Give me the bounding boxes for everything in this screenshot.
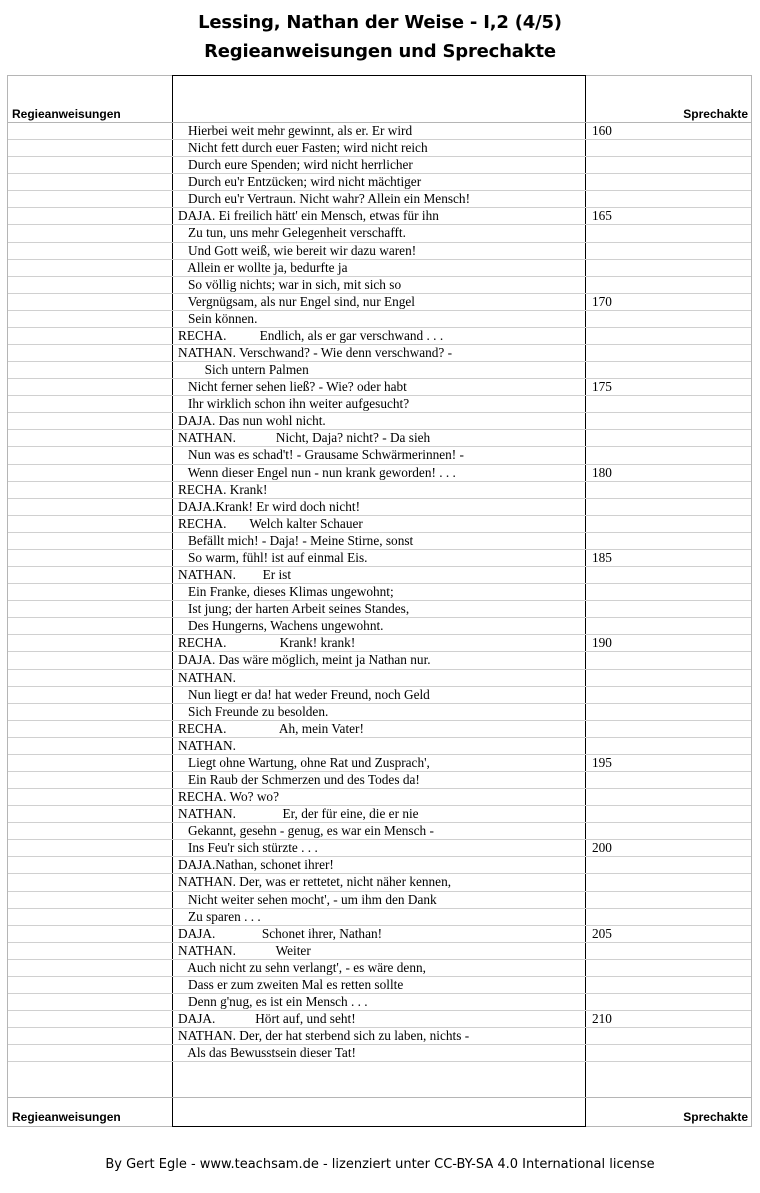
text-row (8, 328, 751, 345)
line-text: Nun liegt er da! hat weder Freund, noch Geld (178, 686, 430, 702)
text-row (8, 447, 751, 464)
text-row (8, 413, 751, 430)
text-row (8, 191, 751, 208)
text-row (8, 345, 751, 362)
text-row (8, 926, 751, 943)
line-text: Sich untern Palmen (178, 362, 309, 378)
line-text: RECHA. Ah, mein Vater! (178, 720, 364, 736)
text-row (8, 994, 751, 1011)
text-row (8, 977, 751, 994)
text-row (8, 277, 751, 294)
line-text: Liegt ohne Wartung, ohne Rat und Zusprach', (178, 754, 430, 770)
text-row (8, 874, 751, 891)
line-text: NATHAN. Der, was er rettetet, nicht näher kennen, (178, 874, 452, 890)
page-subtitle: Regieanweisungen und Sprechakte (204, 41, 556, 62)
text-row (8, 499, 751, 516)
line-text: NATHAN. Er, der für eine, die er nie (178, 806, 419, 822)
text-row (8, 840, 751, 857)
line-text: Befällt mich! - Daja! - Meine Stirne, sonst (178, 532, 414, 548)
line-text: NATHAN. Verschwand? - Wie denn verschwand? - (178, 345, 453, 361)
text-row (8, 857, 751, 874)
line-text: DAJA. Das wäre möglich, meint ja Nathan nur. (178, 652, 431, 668)
text-row (8, 618, 751, 635)
text-row (8, 670, 751, 687)
text-row (8, 550, 751, 567)
line-text: DAJA.Krank! Er wird doch nicht! (178, 498, 361, 514)
line-text: NATHAN. Er ist (178, 567, 292, 583)
line-text: Ist jung; der harten Arbeit seines Standes, (178, 601, 410, 617)
line-text: Sein können. (178, 310, 258, 326)
line-text: RECHA. Welch kalter Schauer (178, 515, 363, 531)
text-row (8, 687, 751, 704)
text-row (8, 311, 751, 328)
footer-regieanweisungen: Regieanweisungen (12, 1110, 121, 1124)
line-text: Nun was es schad't! - Grausame Schwärmerinnen! - (178, 447, 464, 463)
text-row (8, 379, 751, 396)
text-row (8, 516, 751, 533)
line-text: Sich Freunde zu besolden. (178, 703, 329, 719)
line-text: Auch nicht zu sehn verlangt', - es wäre denn, (178, 959, 426, 975)
line-text: Ins Feu'r sich stürzte . . . (178, 840, 318, 856)
text-row (8, 772, 751, 789)
text-row (8, 396, 751, 413)
text-row (8, 123, 751, 140)
line-number: 205 (592, 925, 612, 941)
line-text: Nicht weiter sehen mocht', - um ihm den Dank (178, 891, 437, 907)
line-text: RECHA. Wo? wo? (178, 789, 279, 805)
line-text: Durch eure Spenden; wird nicht herrlicher (178, 157, 413, 173)
line-text: NATHAN. Der, der hat sterbend sich zu laben, nichts - (178, 1028, 470, 1044)
text-row (8, 789, 751, 806)
line-text: Durch eu'r Entzücken; wird nicht mächtiger (178, 174, 422, 190)
text-row (8, 892, 751, 909)
text-row (8, 1045, 751, 1062)
line-text: NATHAN. (178, 737, 236, 753)
text-row (8, 567, 751, 584)
text-row (8, 1011, 751, 1028)
line-text: Und Gott weiß, wie bereit wir dazu waren! (178, 242, 417, 258)
text-row (8, 721, 751, 738)
line-number: 185 (592, 549, 612, 565)
footer-divider (8, 1097, 751, 1098)
text-row (8, 430, 751, 447)
line-number: 200 (592, 840, 612, 856)
line-text: Gekannt, gesehn - genug, es war ein Mensch - (178, 823, 434, 839)
line-text: So warm, fühl! ist auf einmal Eis. (178, 549, 368, 565)
text-row (8, 635, 751, 652)
line-text: RECHA. Endlich, als er gar verschwand . . . (178, 327, 444, 343)
text-row (8, 174, 751, 191)
line-text: So völlig nichts; war in sich, mit sich so (178, 276, 402, 292)
line-number: 195 (592, 754, 612, 770)
text-row (8, 260, 751, 277)
text-row (8, 755, 751, 772)
header-regieanweisungen: Regieanweisungen (12, 107, 121, 121)
text-row (8, 482, 751, 499)
line-text: Ein Franke, dieses Klimas ungewohnt; (178, 584, 394, 600)
line-text: Vergnügsam, als nur Engel sind, nur Engel (178, 293, 415, 309)
text-row (8, 225, 751, 242)
line-text: Ihr wirklich schon ihn weiter aufgesucht? (178, 396, 410, 412)
text-row (8, 140, 751, 157)
line-number: 165 (592, 208, 612, 224)
line-text: NATHAN. (178, 669, 236, 685)
license-footer: By Gert Egle - www.teachsam.de - lizenziert unter CC-BY-SA 4.0 International license (105, 1157, 655, 1172)
text-row (8, 243, 751, 260)
text-row (8, 704, 751, 721)
line-text: Wenn dieser Engel nun - nun krank geworden! . . . (178, 464, 456, 480)
line-text: NATHAN. Nicht, Daja? nicht? - Da sieh (178, 430, 431, 446)
footer-sprechakte: Sprechakte (683, 1110, 748, 1124)
line-number: 210 (592, 1011, 612, 1027)
text-row (8, 294, 751, 311)
line-text: Ein Raub der Schmerzen und des Todes da! (178, 771, 420, 787)
line-text: Zu sparen . . . (178, 908, 261, 924)
line-text: Hierbei weit mehr gewinnt, als er. Er wird (178, 123, 413, 138)
text-row (8, 960, 751, 977)
text-row (8, 1028, 751, 1045)
line-text: Durch eu'r Vertraun. Nicht wahr? Allein ein Mensch! (178, 191, 471, 207)
line-text: DAJA. Hört auf, und seht! (178, 1011, 356, 1027)
line-text: Nicht ferner sehen ließ? - Wie? oder habt (178, 379, 407, 395)
line-text: Des Hungerns, Wachens ungewohnt. (178, 618, 384, 634)
text-row (8, 601, 751, 618)
line-text: NATHAN. Weiter (178, 942, 311, 958)
line-text: RECHA. Krank! krank! (178, 635, 356, 651)
line-text: DAJA. Schonet ihrer, Nathan! (178, 925, 383, 941)
text-row (8, 157, 751, 174)
line-text: Zu tun, uns mehr Gelegenheit verschafft. (178, 225, 406, 241)
text-row (8, 943, 751, 960)
text-row (8, 208, 751, 225)
text-row (8, 465, 751, 482)
page-title: Lessing, Nathan der Weise - I,2 (4/5) (198, 12, 562, 33)
text-row (8, 738, 751, 755)
text-row (8, 533, 751, 550)
text-row (8, 909, 751, 926)
line-number: 190 (592, 635, 612, 651)
line-text: RECHA. Krank! (178, 481, 268, 497)
text-row (8, 806, 751, 823)
text-row (8, 362, 751, 379)
line-number: 180 (592, 464, 612, 480)
line-number: 160 (592, 123, 612, 138)
line-text: Als das Bewusstsein dieser Tat! (178, 1045, 356, 1061)
text-row (8, 584, 751, 601)
line-number: 175 (592, 379, 612, 395)
text-lines (8, 123, 751, 1062)
line-text: DAJA. Ei freilich hätt' ein Mensch, etwas für ihn (178, 208, 439, 224)
header-sprechakte: Sprechakte (683, 107, 748, 121)
line-text: Denn g'nug, es ist ein Mensch . . . (178, 993, 368, 1009)
text-row (8, 652, 751, 669)
line-text: DAJA.Nathan, schonet ihrer! (178, 857, 334, 873)
line-text: Dass er zum zweiten Mal es retten sollte (178, 976, 404, 992)
line-text: DAJA. Das nun wohl nicht. (178, 413, 326, 429)
text-row (8, 823, 751, 840)
line-text: Nicht fett durch euer Fasten; wird nicht reich (178, 140, 428, 156)
line-text: Allein er wollte ja, bedurfte ja (178, 259, 348, 275)
line-number: 170 (592, 293, 612, 309)
